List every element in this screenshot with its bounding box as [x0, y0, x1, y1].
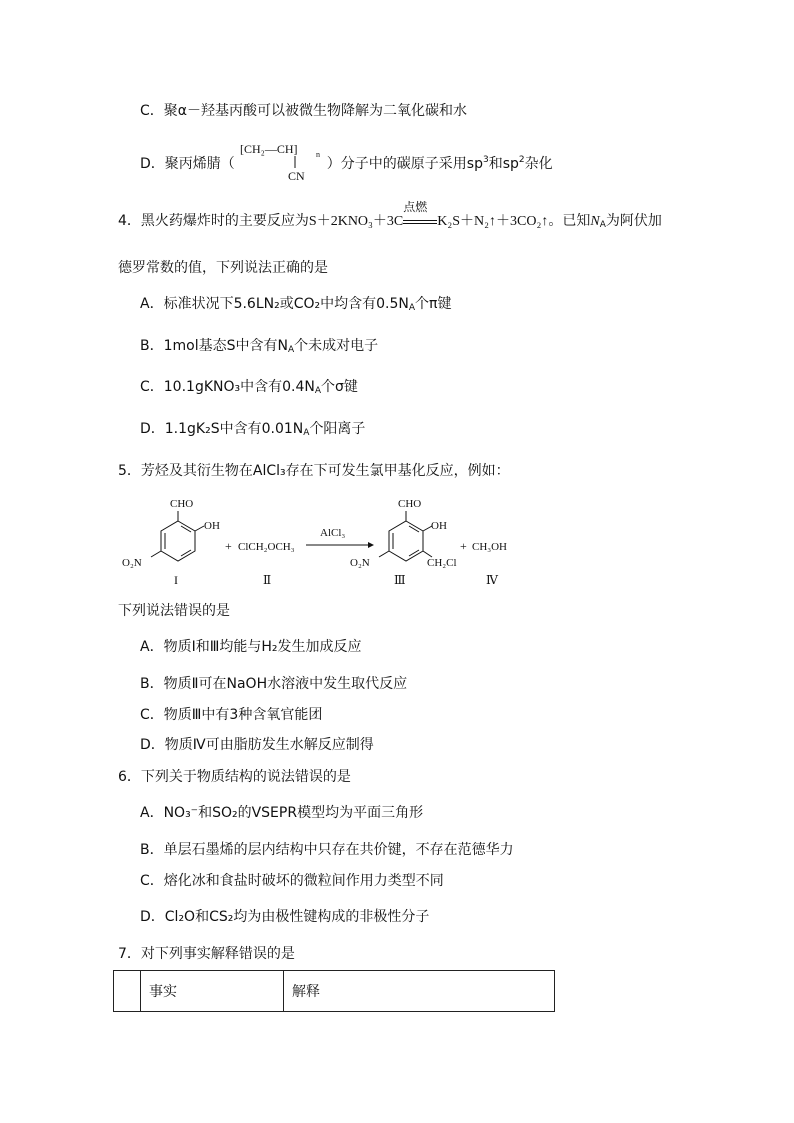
- compound-3-oh: OH: [431, 520, 447, 532]
- compound-3-structure: [350, 498, 457, 587]
- q5-option-d: D．物质Ⅳ可由脂肪发生水解反应制得: [140, 737, 374, 753]
- compound-4-label: Ⅳ: [486, 573, 498, 587]
- compound-1-no2: O₂N: [122, 557, 142, 569]
- q6-option-d: D．Cl₂O和CS₂均为由极性键构成的非极性分子: [140, 909, 430, 925]
- q3-option-d: [140, 150, 553, 174]
- compound-3-ch2cl: CH₂Cl: [427, 557, 457, 569]
- q7-stem: 7．对下列事实解释错误的是: [118, 946, 295, 962]
- table-header-fact: 事实: [141, 971, 284, 1012]
- polyacrylonitrile-structure: [232, 136, 328, 184]
- avogadro-subscript: A: [599, 220, 606, 230]
- plus-sign-2: +: [460, 539, 467, 553]
- q6-option-a: A．NO₃⁻和SO₂的VSEPR模型均为平面三角形: [140, 805, 424, 821]
- q4-option-c: C．10.1gKNO₃中含有$0.4N_A$个σ键: [140, 379, 358, 396]
- q3-option-c: C．聚α－羟基丙酸可以被微生物降解为二氧化碳和水: [140, 103, 468, 119]
- q6-stem: 6．下列关于物质结构的说法错误的是: [118, 769, 351, 785]
- compound-1-structure: [122, 498, 220, 587]
- q6-option-c: C．熔化冰和食盐时破坏的微粒间作用力类型不同: [140, 873, 444, 889]
- compound-2-label: Ⅱ: [263, 573, 272, 587]
- compound-3-no2: O₂N: [350, 557, 370, 569]
- polymer-chain: [CH₂—CH]: [240, 142, 298, 156]
- table-header-explanation: 解释: [284, 971, 555, 1012]
- polymer-side-group: CN: [288, 169, 305, 183]
- q4-stem-start: 4．黑火药爆炸时的主要反应为: [118, 213, 309, 229]
- facts-explanation-table: [113, 970, 555, 1012]
- q4-option-a: A．标准状况下5.6LN₂或CO₂中均含有$0.5N_A$个π键: [140, 296, 452, 313]
- reaction-arrow: [403, 200, 437, 225]
- q4-equation-left: S＋2KNO₃＋3C: [308, 214, 404, 229]
- q3-option-d-and: 和sp: [488, 156, 519, 172]
- q5-option-a: A．物质Ⅰ和Ⅲ均能与H₂发生加成反应: [140, 639, 362, 655]
- avogadro-symbol: N: [590, 214, 600, 229]
- compound-1-label: I: [174, 573, 178, 587]
- q5-option-b: B．物质Ⅱ可在NaOH水溶液中发生取代反应: [140, 676, 408, 692]
- chloromethylation-reaction-scheme: [118, 494, 538, 594]
- q6-option-b: B．单层石墨烯的层内结构中只存在共价键，不存在范德华力: [140, 842, 514, 858]
- compound-1-cho: CHO: [170, 498, 194, 510]
- reaction-arrow-head: [368, 542, 374, 548]
- q3-option-d-prefix: D．聚丙烯腈（: [140, 156, 235, 172]
- compound-1-oh: OH: [204, 520, 220, 532]
- q4-option-b: B．1mol基态S中含有$N_A$个未成对电子: [140, 338, 379, 355]
- q4-option-d: D．1.1gK₂S中含有$0.01N_A$个阳离子: [140, 421, 366, 438]
- catalyst-label: AlCl₃: [320, 527, 346, 539]
- table-header-row: [114, 971, 555, 1012]
- reaction-condition: 点燃: [403, 200, 428, 214]
- q3-option-d-end: 杂化: [524, 156, 553, 172]
- q4-stem-end: 为阿伏加: [605, 213, 662, 229]
- q5-question: 下列说法错误的是: [118, 603, 230, 619]
- compound-3-label: Ⅲ: [394, 573, 406, 587]
- q4-stem-line2: 德罗常数的值，下列说法正确的是: [118, 260, 328, 276]
- sp3-superscript: 3: [482, 155, 489, 165]
- reagent-2: ClCH₂OCH₃: [238, 541, 295, 553]
- q5-option-c: C．物质Ⅲ中有3种含氧官能团: [140, 707, 323, 723]
- q3-option-d-text: ）分子中的碳原子采用sp: [326, 156, 483, 172]
- q4-equation-right: K₂S＋N₂↑＋3CO₂↑: [437, 214, 549, 229]
- q4-stem-known: 。已知: [548, 213, 591, 229]
- plus-sign-1: +: [225, 539, 232, 553]
- compound-3-cho: CHO: [398, 498, 422, 510]
- q5-stem: 5．芳烃及其衍生物在AlCl₃存在下可发生氯甲基化反应，例如：: [118, 463, 510, 479]
- q4-stem-line1: [118, 200, 662, 235]
- polymer-n: n: [316, 150, 320, 159]
- table-header-blank: [114, 971, 141, 1012]
- sp2-superscript: 2: [518, 155, 525, 165]
- product-4: CH₃OH: [472, 541, 508, 553]
